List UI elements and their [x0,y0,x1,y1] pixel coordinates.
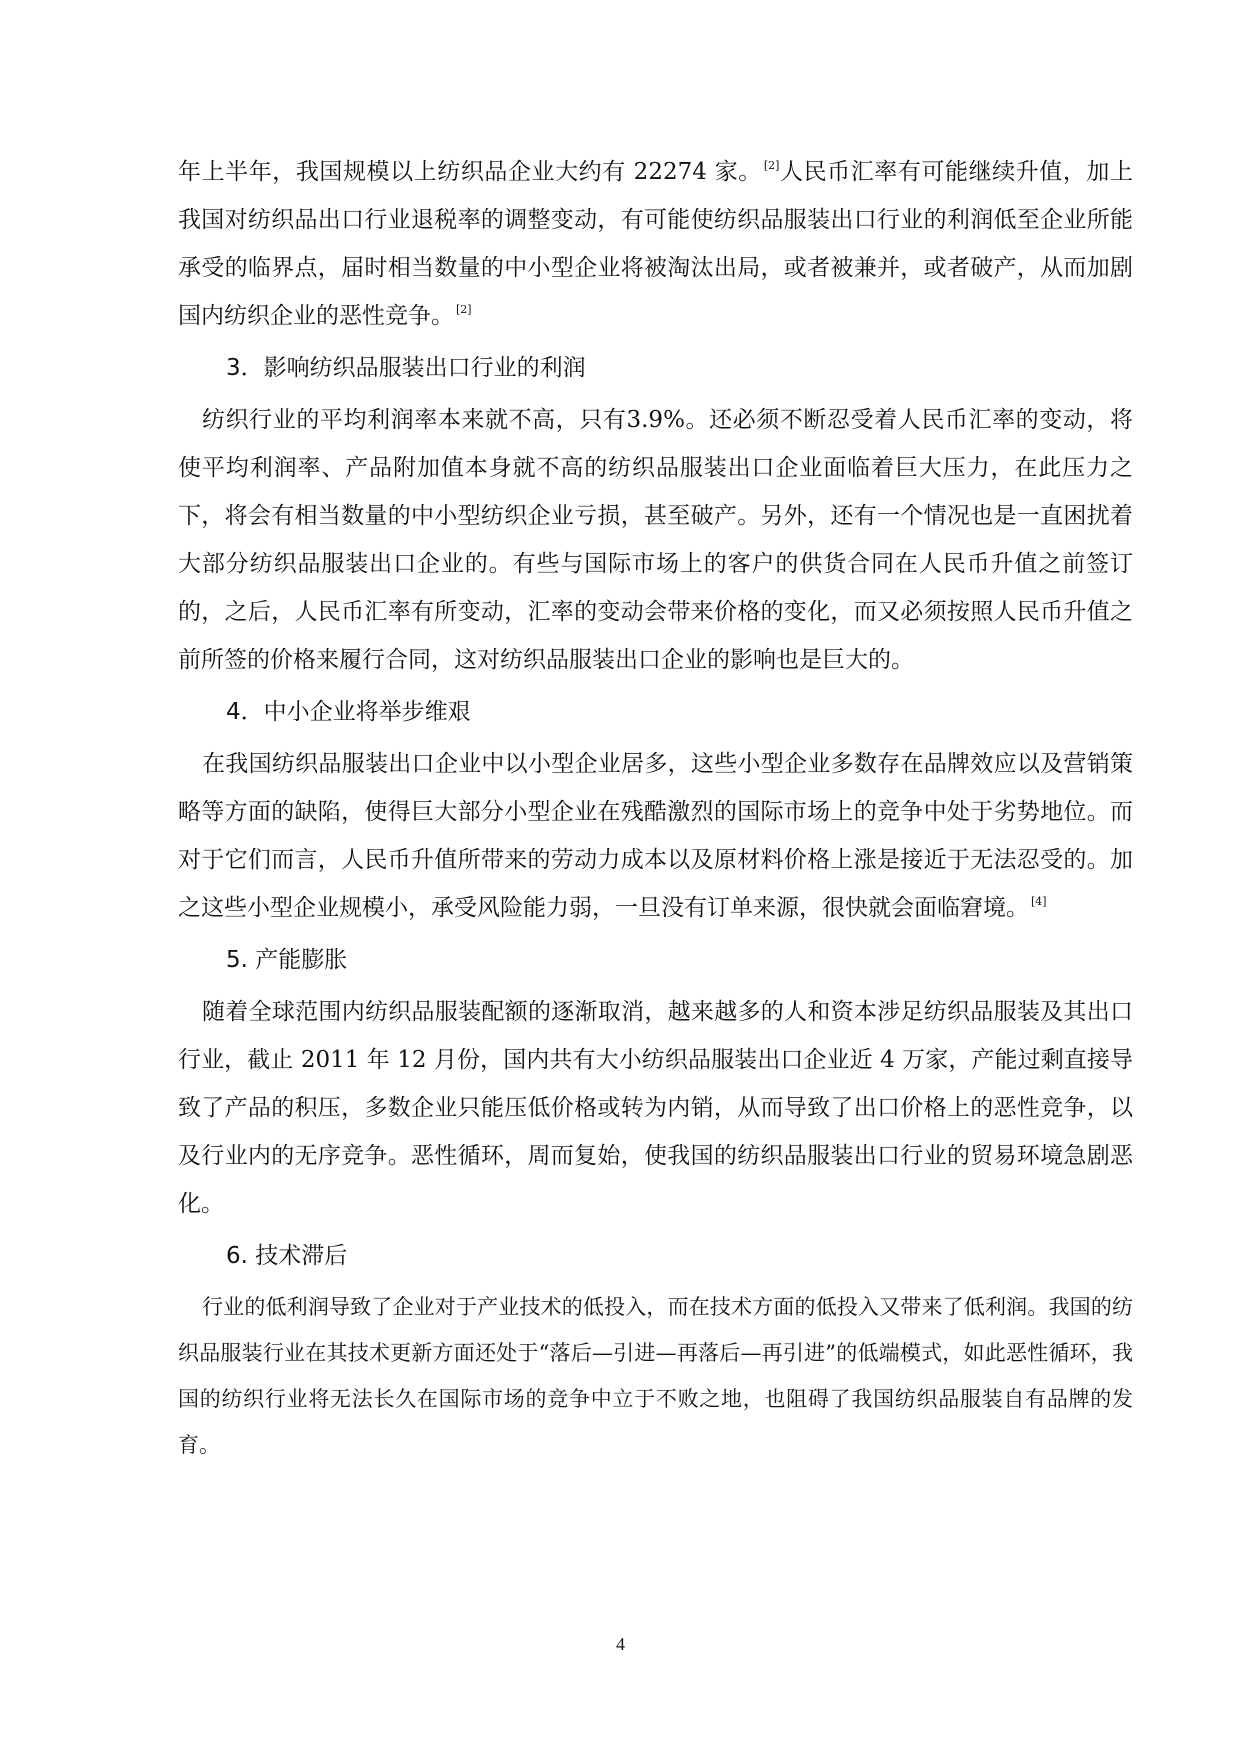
section-4-body: 在我国纺织品服装出口企业中以小型企业居多，这些小型企业多数存在品牌效应以及营销策略等方面的缺陷，使得巨大部分小型企业在残酷激烈的国际市场上的竞争中处于劣势地位。而对于它们而言，人民币升值所带来的劳动力成本以及原材料价格上涨是接近于无法忍受的。加之这些小型企业规模小，承受风险能力弱，一旦没有订单来源，很快就会面临窘境。 [178,751,1133,921]
section-6-body: 行业的低利润导致了企业对于产业技术的低投入，而在技术方面的低投入又带来了低利润。我国的纺织品服装行业在其技术更新方面还处于“落后—引进—再落后—再引进”的低端模式，如此恶性循环，我国的纺织行业将无法长久在国际市场的竞争中立于不败之地，也阻碍了我国纺织品服装自有品牌的发育。 [178,1295,1133,1457]
intro-text-2: 人民币汇率有可能继续升值，加上我国对纺织品出口行业退税率的调整变动，有可能使纺织品服装出口行业的利润低至企业所能承受的临界点，届时相当数量的中小型企业将被淘汰出局，或者被兼并，或者破产，从而加剧国内纺织企业的恶性竞争。 [178,159,1133,329]
citation-ref: [2] [763,159,780,172]
section-3-heading: 3．影响纺织品服装出口行业的利润 [226,355,586,381]
section-3-body: 纺织行业的平均利润率本来就不高，只有3.9%。还必须不断忍受着人民币汇率的变动，将使平均利润率、产品附加值本身就不高的纺织品服装出口企业面临着巨大压力，在此压力之下，将会有相当数量的中小型纺织企业亏损，甚至破产。另外，还有一个情况也是一直困扰着大部分纺织品服装出口企业的。有些与国际市场上的客户的供货合同在人民币升值之前签订的，之后，人民币汇率有所变动，汇率的变动会带来价格的变化，而又必须按照人民币升值之前所签的价格来履行合同，这对纺织品服装出口企业的影响也是巨大的。 [178,407,1133,673]
page-number: 4 [616,1634,625,1654]
page-content [178,148,1133,1468]
intro-text-1: 年上半年，我国规模以上纺织品企业大约有 22274 家。 [178,159,762,185]
section-4-heading: 4．中小企业将举步维艰 [226,699,471,725]
section-6-heading: 6. 技术滞后 [226,1243,348,1269]
citation-ref: [4] [1031,895,1047,908]
section-5-heading: 5. 产能膨胀 [226,947,348,973]
citation-ref: [2] [456,303,472,316]
section-5-body: 随着全球范围内纺织品服装配额的逐渐取消，越来越多的人和资本涉足纺织品服装及其出口行业，截止 2011 年 12 月份，国内共有大小纺织品服装出口企业近 4 万家，产能过剩直接导致了产品的积压，多数企业只能压低价格或转为内销，从而导致了出口价格上的恶性竞争，以及行业内的无序竞争。恶性循环，周而复始，使我国的纺织品服装出口行业的贸易环境急剧恶化。 [178,999,1133,1217]
section-4-paragraph [178,740,1133,932]
intro-paragraph [178,148,1133,340]
